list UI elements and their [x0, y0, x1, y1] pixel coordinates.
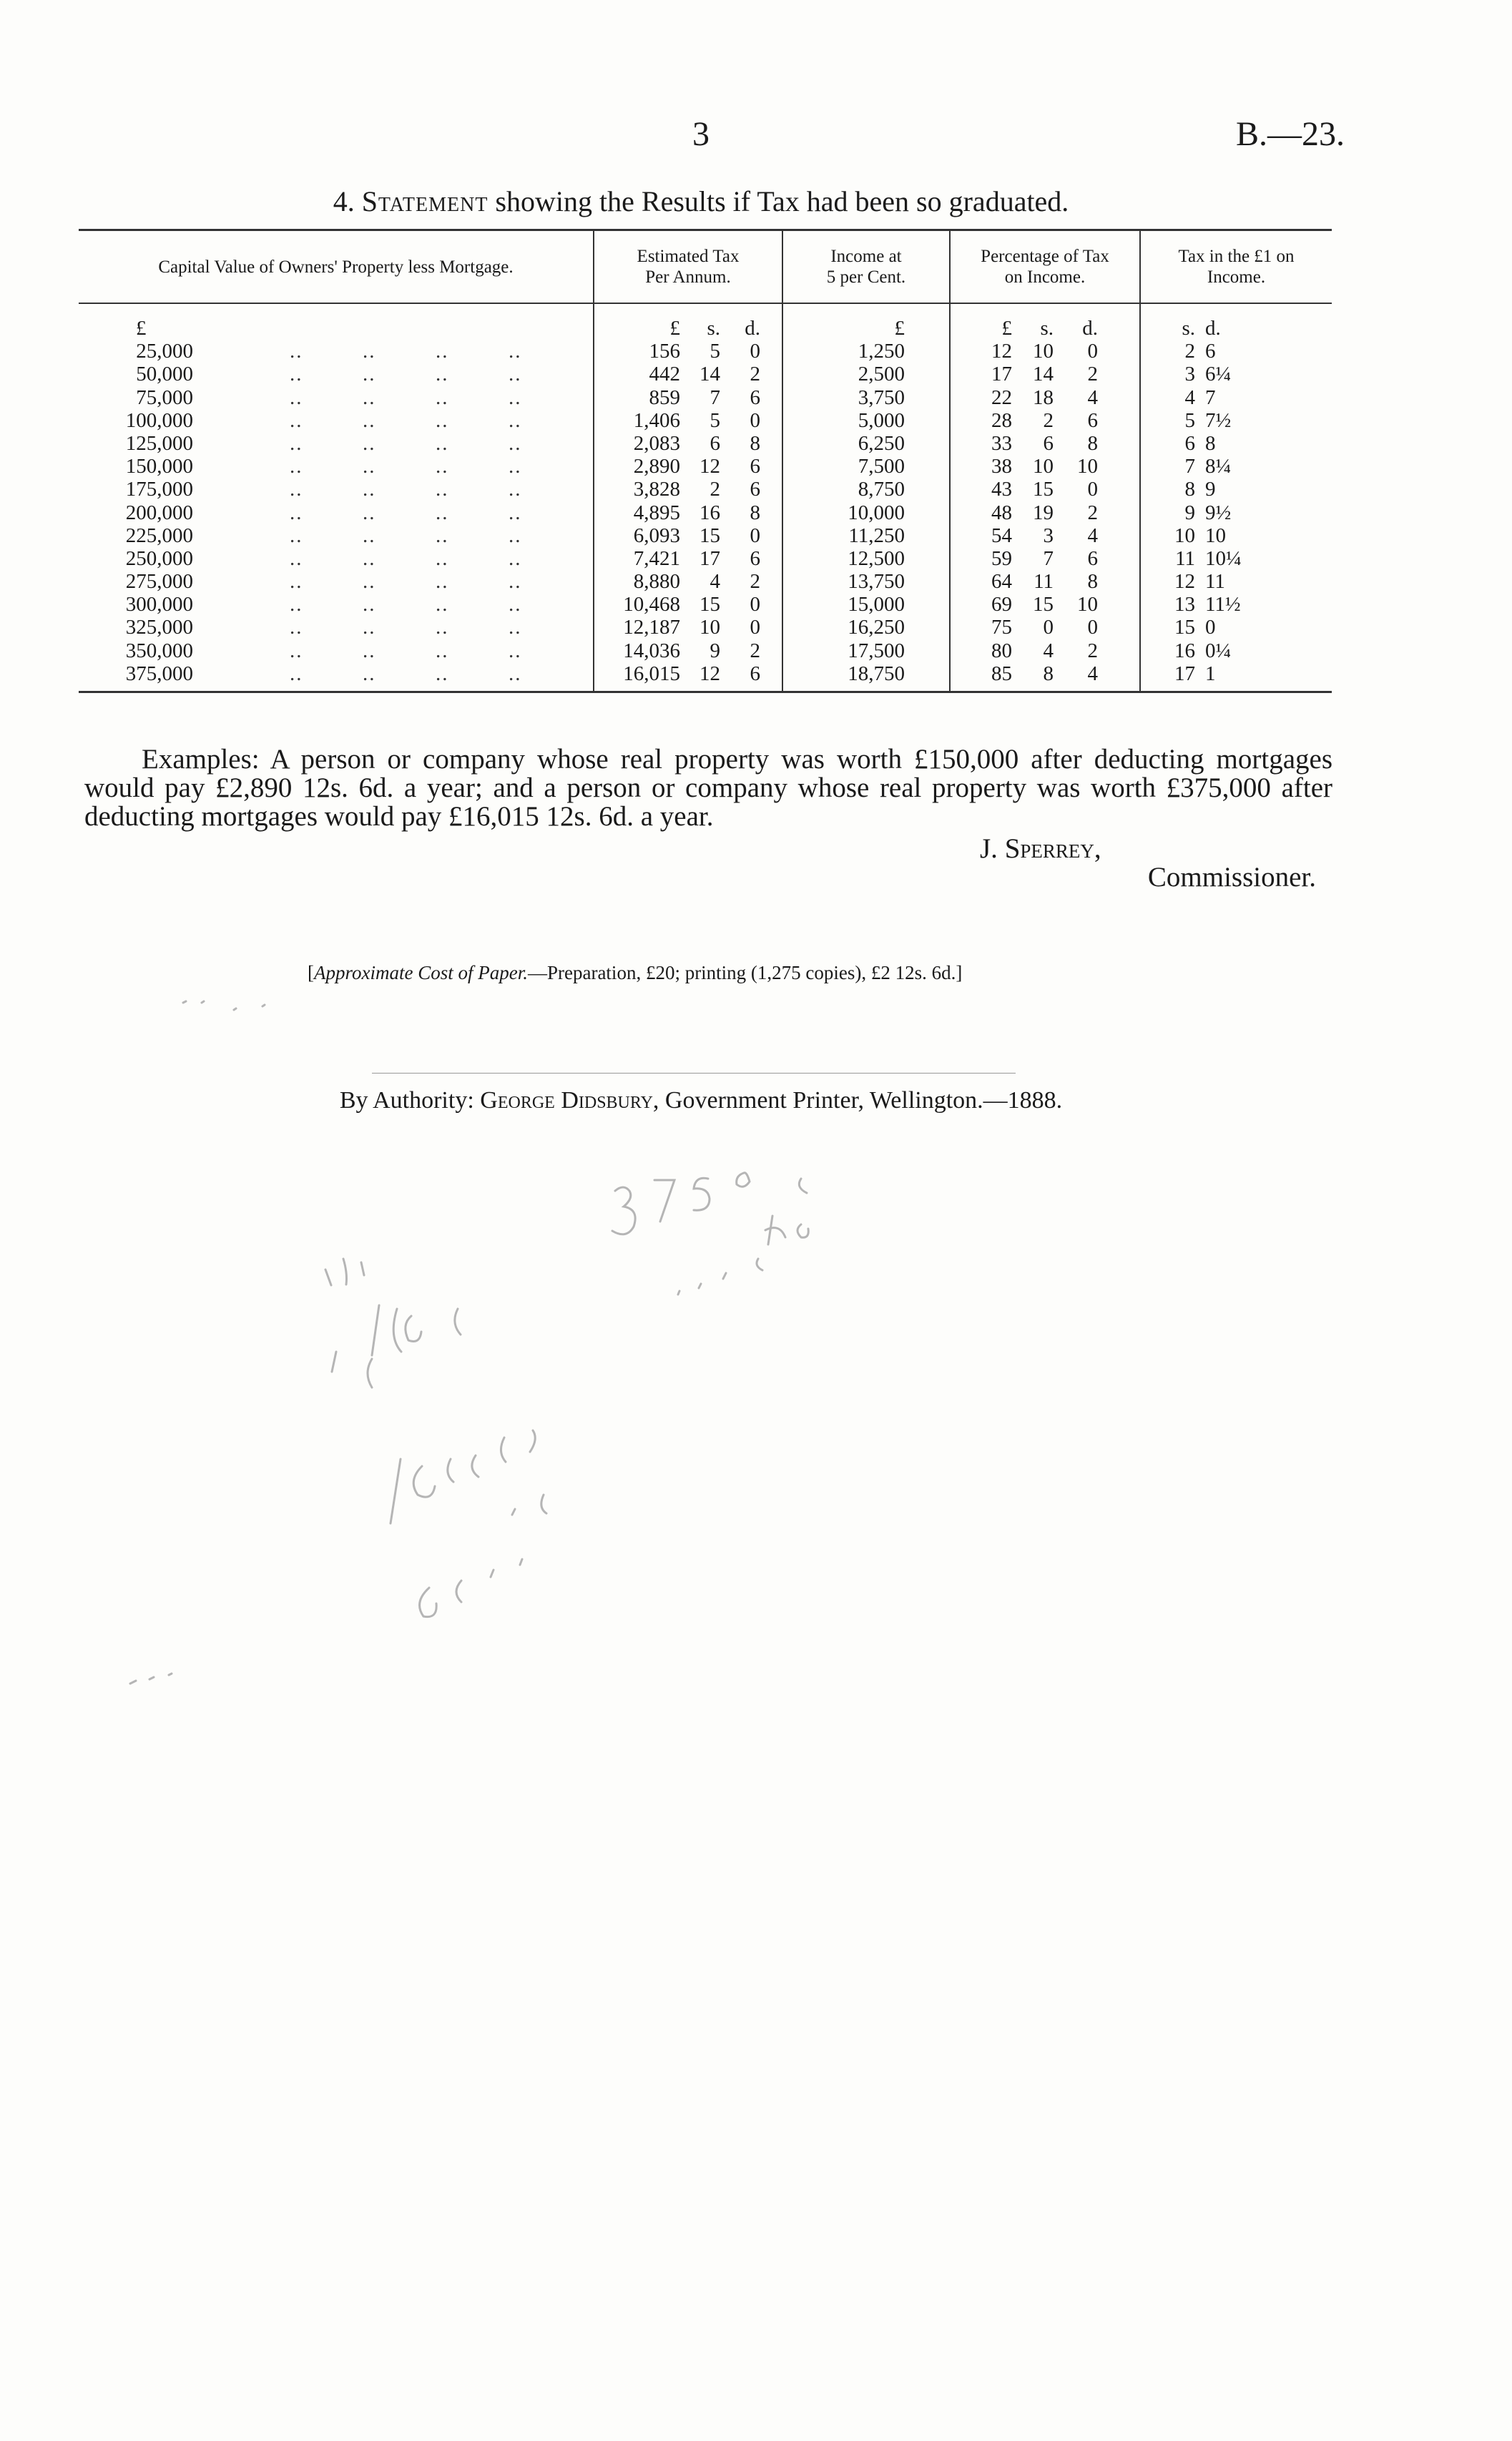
percentage-pounds: 22 [991, 385, 1012, 409]
estimated-shillings: 9 [710, 639, 720, 662]
income-value: 7,500 [858, 455, 905, 478]
estimated-pence: 0 [750, 593, 760, 617]
leader-dot: .. [509, 662, 522, 685]
column-header-capital: Capital Value of Owners' Property less Mortgage. [79, 230, 594, 304]
estimated-shillings: 4 [710, 570, 720, 594]
leader-dot: .. [436, 546, 449, 570]
estimated-pence: 0 [750, 340, 760, 363]
tax-pence: 8 [1205, 431, 1216, 455]
estimated-pounds: 156 [649, 340, 680, 363]
unit-shillings: s. [707, 317, 720, 340]
income-value: 5,000 [858, 408, 905, 432]
leader-dot: .. [436, 431, 449, 455]
leader-dot: .. [509, 639, 522, 662]
capital-value: 150,000 [125, 455, 193, 478]
table-title-word: Statement [361, 185, 489, 217]
leader-dot: .. [363, 340, 376, 363]
tax-shillings: 6 [1184, 431, 1195, 455]
tax-shillings: 11 [1175, 546, 1195, 570]
percentage-pounds: 17 [991, 363, 1012, 386]
leader-dot: .. [509, 431, 522, 455]
percentage-pounds: 59 [991, 546, 1012, 570]
table-title-number: 4. [333, 185, 355, 217]
income-value: 2,500 [858, 363, 905, 386]
percentage-pounds: 48 [991, 501, 1012, 524]
estimated-pence: 6 [750, 546, 760, 570]
tax-shillings: 10 [1174, 524, 1195, 547]
unit-pence: d. [745, 317, 760, 340]
estimated-pounds: 12,187 [623, 616, 680, 639]
income-value: 13,750 [848, 570, 905, 594]
leader-dot: .. [363, 524, 376, 547]
leader-dot: .. [436, 616, 449, 639]
leader-dot: .. [363, 639, 376, 662]
percentage-pence: 2 [1087, 639, 1098, 662]
income-value: 16,250 [848, 616, 905, 639]
printer-imprint: By Authority: George Didsbury, Government Printer, Wellington.—1888. [339, 1087, 1063, 1114]
percentage-pence: 4 [1087, 524, 1098, 547]
leader-dot: .. [290, 546, 303, 570]
percentage-pounds: 28 [991, 408, 1012, 432]
tax-pence: 0 [1205, 616, 1216, 639]
capital-value: 325,000 [125, 616, 193, 639]
percentage-pounds: 38 [991, 455, 1012, 478]
percentage-shillings: 15 [1033, 478, 1054, 501]
estimated-pence: 6 [750, 455, 760, 478]
table-title-rest: showing the Results if Tax had been so graduated. [495, 185, 1069, 217]
capital-value: 350,000 [125, 639, 193, 662]
capital-value: 25,000 [136, 340, 193, 363]
unit-pence: d. [1082, 317, 1098, 340]
income-value: 15,000 [848, 593, 905, 617]
capital-value: 175,000 [125, 478, 193, 501]
leader-dot: .. [363, 501, 376, 524]
leader-dot: .. [290, 616, 303, 639]
percentage-pounds: 33 [991, 431, 1012, 455]
estimated-pounds: 2,083 [633, 431, 680, 455]
percentage-pounds: 69 [991, 593, 1012, 617]
leader-dot: .. [436, 340, 449, 363]
leader-dot: .. [509, 524, 522, 547]
column-header-tax-in-pound: Tax in the £1 on Income. [1140, 230, 1332, 304]
estimated-pounds: 14,036 [623, 639, 680, 662]
leader-dot: .. [363, 546, 376, 570]
estimated-shillings: 12 [699, 455, 720, 478]
leader-dot: .. [363, 385, 376, 409]
leader-dot: .. [290, 524, 303, 547]
tax-shillings: 7 [1184, 455, 1195, 478]
capital-value: 75,000 [136, 385, 193, 409]
percentage-pence: 0 [1087, 340, 1098, 363]
tax-pence: 8¼ [1205, 455, 1232, 478]
leader-dot: .. [290, 570, 303, 594]
percentage-shillings: 18 [1033, 385, 1054, 409]
estimated-pence: 6 [750, 385, 760, 409]
capital-value: 375,000 [125, 662, 193, 685]
estimated-shillings: 6 [710, 431, 720, 455]
leader-dot: .. [436, 501, 449, 524]
income-value: 10,000 [848, 501, 905, 524]
percentage-pence: 0 [1087, 616, 1098, 639]
tax-pence: 10 [1205, 524, 1226, 547]
percentage-shillings: 3 [1043, 524, 1054, 547]
estimated-pence: 2 [750, 639, 760, 662]
estimated-pence: 2 [750, 570, 760, 594]
percentage-pounds: 12 [991, 340, 1012, 363]
estimated-shillings: 5 [710, 408, 720, 432]
tax-pence: 9½ [1205, 501, 1232, 524]
examples-paragraph: Examples: A person or company whose real property was worth £150,000 after deducting mortgages would pay £2,890 12s. 6d. a year; and a person or company whose real property was worth £375,000 after deducting mortgages would pay £16,015 12s. 6d. a year. [84, 744, 1332, 832]
leader-dot: .. [290, 408, 303, 432]
estimated-pence: 0 [750, 616, 760, 639]
estimated-pence: 6 [750, 478, 760, 501]
tax-shillings: 9 [1184, 501, 1195, 524]
percentage-shillings: 4 [1043, 639, 1054, 662]
estimated-pounds: 1,406 [633, 408, 680, 432]
leader-dot: .. [363, 478, 376, 501]
leader-dot: .. [290, 455, 303, 478]
percentage-pounds: 80 [991, 639, 1012, 662]
estimated-shillings: 10 [699, 616, 720, 639]
tax-shillings: 4 [1184, 385, 1195, 409]
income-unit: £ [894, 317, 905, 340]
leader-dot: .. [509, 501, 522, 524]
tax-pence: 11½ [1205, 593, 1241, 617]
percentage-shillings: 10 [1033, 455, 1054, 478]
capital-value: 225,000 [125, 524, 193, 547]
tax-shillings: 16 [1174, 639, 1195, 662]
percentage-pence: 4 [1087, 385, 1098, 409]
tax-shillings: 2 [1184, 340, 1195, 363]
percentage-pence: 10 [1077, 593, 1098, 617]
income-value: 6,250 [858, 431, 905, 455]
percentage-pence: 2 [1087, 363, 1098, 386]
percentage-pounds: 85 [991, 662, 1012, 685]
estimated-shillings: 17 [699, 546, 720, 570]
income-value: 8,750 [858, 478, 905, 501]
leader-dot: .. [436, 639, 449, 662]
estimated-pounds: 2,890 [633, 455, 680, 478]
tax-shillings: 15 [1174, 616, 1195, 639]
signatory-name: J. Sperrey, [980, 833, 1101, 864]
leader-dot: .. [436, 570, 449, 594]
tax-shillings: 3 [1184, 363, 1195, 386]
page-number: 3 [692, 115, 710, 153]
estimated-pence: 6 [750, 662, 760, 685]
tax-pence: 0¼ [1205, 639, 1232, 662]
percentage-shillings: 14 [1033, 363, 1054, 386]
tax-pence: 10¼ [1205, 546, 1242, 570]
unit-pence: d. [1205, 317, 1221, 340]
leader-dot: .. [290, 340, 303, 363]
leader-dot: .. [290, 662, 303, 685]
percentage-shillings: 8 [1043, 662, 1054, 685]
unit-shillings: s. [1040, 317, 1054, 340]
tax-pence: 6¼ [1205, 363, 1232, 386]
leader-dot: .. [290, 593, 303, 617]
leader-dot: .. [363, 408, 376, 432]
capital-value: 125,000 [125, 431, 193, 455]
income-value: 11,250 [848, 524, 905, 547]
leader-dot: .. [363, 593, 376, 617]
income-value: 3,750 [858, 385, 905, 409]
leader-dot: .. [290, 478, 303, 501]
leader-dot: .. [290, 431, 303, 455]
percentage-pence: 2 [1087, 501, 1098, 524]
tax-shillings: 17 [1174, 662, 1195, 685]
column-header-income: Income at 5 per Cent. [782, 230, 950, 304]
leader-dot: .. [363, 431, 376, 455]
percentage-pounds: 43 [991, 478, 1012, 501]
tax-shillings: 12 [1174, 570, 1195, 594]
leader-dot: .. [509, 616, 522, 639]
estimated-pounds: 4,895 [633, 501, 680, 524]
capital-value: 300,000 [125, 593, 193, 617]
estimated-pence: 0 [750, 408, 760, 432]
leader-dot: .. [290, 363, 303, 386]
leader-dot: .. [509, 385, 522, 409]
percentage-pence: 0 [1087, 478, 1098, 501]
tax-shillings: 13 [1174, 593, 1195, 617]
estimated-pounds: 3,828 [633, 478, 680, 501]
leader-dot: .. [509, 570, 522, 594]
estimated-shillings: 5 [710, 340, 720, 363]
percentage-pounds: 64 [991, 570, 1012, 594]
leader-dot: .. [436, 455, 449, 478]
estimated-shillings: 14 [699, 363, 720, 386]
income-value: 17,500 [848, 639, 905, 662]
document-reference: B.—23. [1235, 115, 1345, 153]
estimated-pence: 2 [750, 363, 760, 386]
leader-dot: .. [290, 501, 303, 524]
estimated-pounds: 16,015 [623, 662, 680, 685]
leader-dot: .. [363, 455, 376, 478]
tax-shillings: 8 [1184, 478, 1195, 501]
leader-dot: .. [363, 662, 376, 685]
tax-pence: 9 [1205, 478, 1216, 501]
percentage-pounds: 75 [991, 616, 1012, 639]
estimated-pence: 8 [750, 501, 760, 524]
leader-dot: .. [509, 455, 522, 478]
leader-dot: .. [509, 593, 522, 617]
estimated-shillings: 2 [710, 478, 720, 501]
income-value: 18,750 [848, 662, 905, 685]
tax-pence: 7½ [1205, 408, 1232, 432]
leader-dot: .. [436, 363, 449, 386]
estimated-shillings: 15 [699, 593, 720, 617]
capital-value: 200,000 [125, 501, 193, 524]
column-header-estimated-tax: Estimated Tax Per Annum. [594, 230, 782, 304]
leader-dot: .. [436, 593, 449, 617]
unit-shillings: s. [1182, 317, 1195, 340]
estimated-shillings: 15 [699, 524, 720, 547]
leader-dot: .. [509, 546, 522, 570]
estimated-pounds: 6,093 [633, 524, 680, 547]
percentage-pence: 8 [1087, 431, 1098, 455]
percentage-shillings: 2 [1043, 408, 1054, 432]
leader-dot: .. [509, 408, 522, 432]
percentage-pence: 8 [1087, 570, 1098, 594]
capital-unit-symbol: £ [136, 317, 147, 340]
tax-pence: 7 [1205, 385, 1216, 409]
leader-dot: .. [363, 616, 376, 639]
estimated-pence: 0 [750, 524, 760, 547]
leader-dot: .. [436, 478, 449, 501]
leader-dot: .. [290, 385, 303, 409]
income-value: 12,500 [848, 546, 905, 570]
leader-dot: .. [509, 363, 522, 386]
percentage-shillings: 19 [1033, 501, 1054, 524]
percentage-shillings: 10 [1033, 340, 1054, 363]
leader-dot: .. [363, 363, 376, 386]
percentage-shillings: 11 [1034, 570, 1054, 594]
estimated-shillings: 12 [699, 662, 720, 685]
percentage-pence: 6 [1087, 408, 1098, 432]
tax-pence: 6 [1205, 340, 1216, 363]
percentage-shillings: 15 [1033, 593, 1054, 617]
estimated-shillings: 7 [710, 385, 720, 409]
percentage-shillings: 6 [1043, 431, 1054, 455]
leader-dot: .. [290, 639, 303, 662]
capital-value: 50,000 [136, 363, 193, 386]
cost-note: [Approximate Cost of Paper.—Preparation, £20; printing (1,275 copies), £2 12s. 6d.] [308, 962, 963, 983]
percentage-pence: 4 [1087, 662, 1098, 685]
leader-dot: .. [509, 478, 522, 501]
leader-dot: .. [436, 385, 449, 409]
percentage-pence: 10 [1077, 455, 1098, 478]
percentage-shillings: 0 [1043, 616, 1054, 639]
capital-value: 275,000 [125, 570, 193, 594]
tax-shillings: 5 [1184, 408, 1195, 432]
leader-dot: .. [436, 408, 449, 432]
estimated-pounds: 442 [649, 363, 680, 386]
estimated-pounds: 8,880 [633, 570, 680, 594]
tax-pence: 1 [1205, 662, 1216, 685]
percentage-pounds: 54 [991, 524, 1012, 547]
capital-value: 100,000 [125, 408, 193, 432]
leader-dot: .. [363, 570, 376, 594]
capital-value: 250,000 [125, 546, 193, 570]
percentage-shillings: 7 [1043, 546, 1054, 570]
estimated-pounds: 859 [649, 385, 680, 409]
estimated-pence: 8 [750, 431, 760, 455]
estimated-pounds: 7,421 [633, 546, 680, 570]
income-value: 1,250 [858, 340, 905, 363]
estimated-pounds: 10,468 [623, 593, 680, 617]
signatory-title: Commissioner. [1147, 862, 1316, 893]
estimated-shillings: 16 [699, 501, 720, 524]
tax-pence: 11 [1205, 570, 1225, 594]
leader-dot: .. [436, 524, 449, 547]
percentage-pence: 6 [1087, 546, 1098, 570]
column-header-percentage: Percentage of Tax on Income. [950, 230, 1140, 304]
leader-dot: .. [436, 662, 449, 685]
unit-pounds: £ [669, 317, 680, 340]
unit-pounds: £ [1001, 317, 1012, 340]
leader-dot: .. [509, 340, 522, 363]
